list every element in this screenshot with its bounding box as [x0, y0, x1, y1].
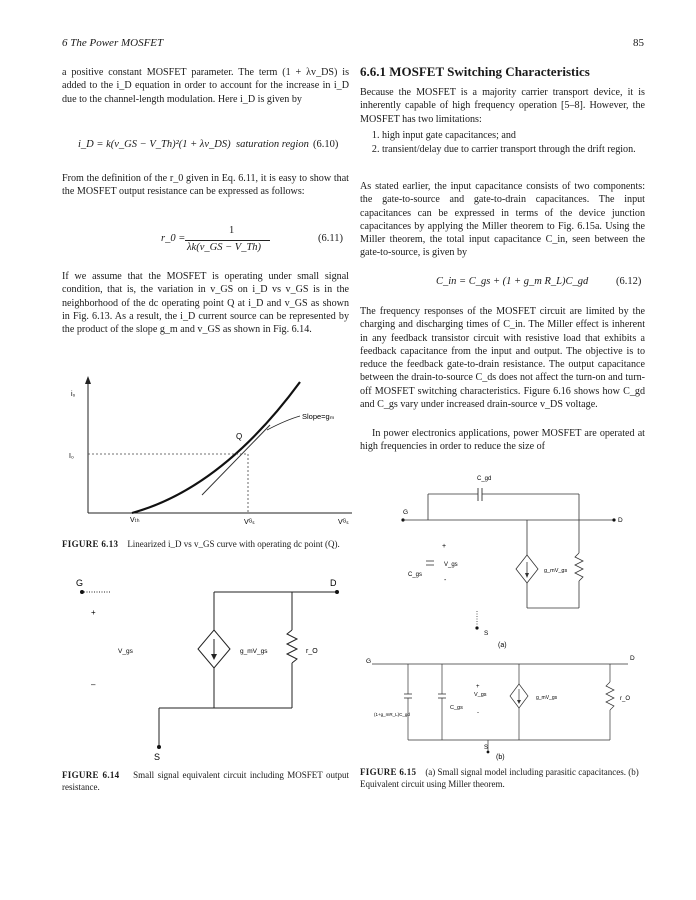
equation-6-11-denominator: λk(v_GS − V_Th): [187, 242, 262, 253]
fig614-g-node: [80, 590, 84, 594]
fig615a-current-arrow-head: [525, 573, 529, 578]
fig615b-g-label: G: [366, 658, 372, 665]
fig615-b-label: (b): [496, 754, 505, 761]
fig615-a-label: (a): [498, 642, 507, 649]
fig615a-d-node: [612, 518, 615, 521]
fig615-cgd-label: C_gd: [477, 476, 492, 482]
fig614-ro-label: r_O: [306, 648, 318, 655]
fig615b-plus: +: [476, 684, 480, 690]
fig615b-cgs-label: C_gs: [450, 705, 463, 711]
fig615a-cgs-label: C_gs: [408, 572, 423, 578]
fig613-id-label: I₀: [69, 453, 74, 460]
fig614-ro-resistor: [287, 630, 297, 663]
fig615b-minus: -: [477, 710, 479, 716]
fig615a-gm-label: g_mV_gs: [544, 568, 568, 574]
fig614-current-arrow-head: [211, 654, 217, 660]
fig614-plus: +: [91, 608, 96, 617]
figure-6-14-caption-number: FIGURE 6.14: [62, 770, 120, 780]
fig613-id-curve: [132, 382, 300, 513]
figure-6-13-caption-text: Linearized i_D vs v_GS curve with operating dc point (Q).: [127, 539, 340, 549]
figure-6-15-caption-text: (a) Small signal model including parasitic capacitances. (b) Equivalent circuit using Miller theorem.: [360, 767, 639, 789]
right-paragraph-4: In power electronics applications, power MOSFET are operated at high frequencies in order to reduce the size of: [360, 428, 645, 453]
limitations-list: [360, 129, 645, 158]
left-paragraph-3: If we assume that the MOSFET is operating under small signal condition, that is, the variation in v_GS on i_D vs v_GS is in the neighborhood of the dc operating point Q at i_D and v_GS as shown in Fig. 6.13. As a result, the i_D current source can be represented by the product of the slope g_m and v_GS as shown in Fig. 6.14.: [62, 271, 349, 336]
right-paragraph-1: Because the MOSFET is a majority carrier transport device, it is inherently capable of high frequency operation [5–8]. However, the MOSFET has two limitations:: [360, 87, 645, 125]
right-paragraph-3: The frequency responses of the MOSFET circuit are limited by the charging and discharging times of C_in. The Miller effect is inherent in any feedback transistor circuit with resistive load that exhibits a feedback capacitance from the input and output. The objective is to reduce the feedback gate-to-drain resistance. The output capacitance between the drain-to-source C_ds does not affect the turn-on and turn-off MOSFET switching characteristics. Figure 6.16 shows how C_gd and C_gs vary under increased drain-source v_DS voltage.: [360, 306, 645, 411]
limitation-1: 1. high input gate capacitances; and: [382, 129, 645, 142]
fig615a-s-label: S: [484, 630, 489, 637]
fig614-d-label: D: [330, 578, 337, 588]
fig614-d-node: [335, 590, 339, 594]
running-header-left: 6 The Power MOSFET: [62, 37, 164, 49]
figure-6-13-caption: [62, 539, 352, 551]
section-title: 6.6.1 MOSFET Switching Characteristics: [360, 64, 590, 79]
fig615b-current-arrow-head: [517, 700, 521, 704]
fig615a-d-label: D: [618, 517, 623, 524]
fig614-s-node: [157, 745, 161, 749]
fig615a-s-node: [475, 626, 478, 629]
limitation-2: 2. transient/delay due to carrier transport through the drift region.: [382, 143, 645, 156]
fig615b-s-node: [487, 751, 490, 754]
equation-6-10-number: (6.10): [313, 139, 339, 150]
fig615b-gm-label: g_mV_gs: [536, 695, 558, 701]
equation-6-10: i_D = k(v_GS − V_Th)²(1 + λv_DS): [78, 139, 231, 150]
fig615b-vgs-label: V_gs: [474, 692, 487, 698]
fig615a-plus: +: [442, 543, 447, 550]
right-paragraph-2: As stated earlier, the input capacitance consists of two components: the gate-to-source and gate-to-drain capacitances. The input capacitances can be expressed in terms of the device junction capacitances by applying the Miller theorem to Fig. 6.15a. Using the Miller theorem, the total input capacitance C_in, seen between the gate-to-source, is given by: [360, 181, 645, 259]
fig615b-ro-resistor: [606, 682, 614, 710]
fig614-s-label: S: [154, 752, 161, 762]
figure-6-14: [62, 575, 357, 770]
equation-6-11-number: (6.11): [318, 233, 343, 244]
equation-6-11-lhs: r_0 =: [161, 233, 186, 244]
equation-6-12: C_in = C_gs + (1 + g_m R_L)C_gd: [436, 276, 589, 287]
fig613-x-axis-label: Vᴳₛ: [338, 519, 349, 526]
equation-6-11-numerator: 1: [229, 225, 235, 236]
figure-6-15: [360, 468, 660, 766]
fig614-gm-label: g_mV_gs: [240, 648, 268, 655]
fig613-slope-label: Slope=gₘ: [302, 412, 335, 421]
figure-6-15-caption-number: FIGURE 6.15: [360, 767, 417, 777]
fig615a-vgs-label: V_gs: [444, 562, 458, 568]
figure-6-13-caption-number: FIGURE 6.13: [62, 539, 119, 549]
fig615b-miller-label: (1+g_mR_L)C_gd: [374, 712, 410, 717]
fig615b-s-label: S: [484, 745, 489, 751]
fig615a-g-label: G: [403, 509, 409, 516]
figure-6-13: [62, 370, 362, 535]
fig614-minus: –: [91, 680, 96, 689]
fig613-vgs-label: Vᴳₛ: [244, 519, 255, 526]
fig614-vgs-label: V_gs: [118, 648, 133, 655]
equation-6-11-fraction-bar: [185, 240, 270, 241]
page-number: 85: [633, 37, 644, 49]
fig613-vth-label: Vₜₕ: [130, 517, 140, 524]
figure-6-14-caption-text: Small signal equivalent circuit including MOSFET output resistance.: [62, 770, 350, 792]
fig615a-minus: -: [444, 577, 447, 584]
fig615b-ro-label: r_O: [620, 696, 631, 702]
equation-6-12-number: (6.12): [616, 276, 642, 287]
figure-6-14-caption: [62, 770, 349, 793]
figure-6-15-caption: [360, 767, 650, 790]
fig613-y-axis-label: i₀: [71, 391, 76, 398]
fig613-q-label: Q: [236, 432, 243, 441]
fig615b-d-label: D: [630, 655, 635, 662]
left-paragraph-2: From the definition of the r_0 given in Eq. 6.11, it is easy to show that the MOSFET output resistance can be expressed as follows:: [62, 173, 349, 198]
fig614-g-label: G: [76, 578, 84, 588]
equation-6-10-region: saturation region: [236, 139, 309, 150]
fig615a-ro-resistor: [575, 553, 583, 581]
left-paragraph-1: a positive constant MOSFET parameter. The term (1 + λv_DS) is added to the i_D equation in order to account for the increase in i_D due to the channel-length modulation. Here i_D is given by: [62, 67, 349, 105]
fig613-y-arrow: [85, 376, 91, 384]
